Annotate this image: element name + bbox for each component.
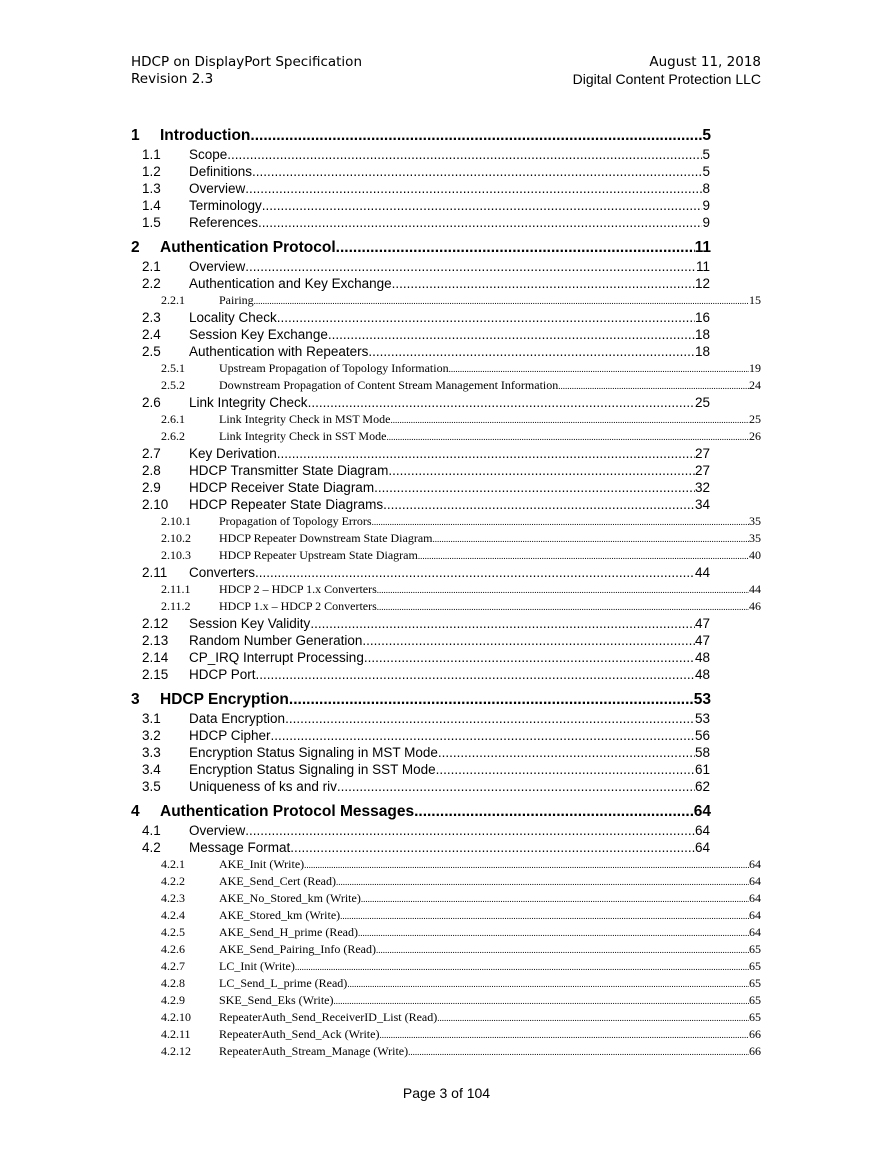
toc-page-number: 64	[749, 874, 761, 888]
toc-entry-2-7[interactable]	[142, 444, 710, 461]
toc-leader-dots	[304, 857, 749, 872]
toc-leader-dots	[558, 378, 749, 393]
toc-number: 2.10.1	[161, 514, 191, 528]
toc-entry-2-10-3[interactable]	[161, 546, 761, 563]
toc-number: 1	[131, 127, 140, 144]
toc-entry-3[interactable]	[131, 691, 711, 709]
toc-number: 2.10.3	[161, 548, 191, 562]
toc-title: HDCP 2 – HDCP 1.x Converters	[219, 582, 377, 596]
toc-leader-dots	[390, 412, 749, 427]
toc-leader-dots	[308, 395, 695, 410]
toc-title: Random Number Generation	[189, 633, 363, 648]
toc-page-number: 64	[749, 891, 761, 905]
toc-page-number: 35	[749, 531, 761, 545]
toc-leader-dots	[414, 803, 694, 821]
toc-title: RepeaterAuth_Stream_Manage (Write)	[219, 1044, 409, 1058]
toc-title: Authentication Protocol Messages	[160, 803, 415, 820]
toc-page-number: 61	[694, 762, 710, 777]
toc-page-number: 27	[694, 446, 710, 461]
toc-leader-dots	[438, 745, 695, 760]
toc-leader-dots	[334, 993, 750, 1008]
toc-number: 2.2.1	[161, 293, 185, 307]
toc-leader-dots	[418, 548, 749, 563]
toc-entry-2-3[interactable]	[142, 308, 710, 325]
toc-title: LC_Init (Write)	[219, 959, 295, 973]
toc-title: HDCP 1.x – HDCP 2 Converters	[219, 599, 377, 613]
toc-entry-4-2-10[interactable]	[161, 1008, 761, 1025]
toc-entry-4-2-4[interactable]	[161, 906, 761, 923]
toc-page-number: 64	[694, 840, 710, 855]
toc-title: Authentication and Key Exchange	[189, 276, 392, 291]
toc-title: HDCP Repeater Upstream State Diagram	[219, 548, 418, 562]
toc-leader-dots	[310, 616, 695, 631]
toc-title: Introduction	[160, 127, 251, 144]
toc-number: 2.13	[142, 633, 169, 648]
toc-entry-4-2-1[interactable]	[161, 855, 761, 872]
toc-number: 2.11	[142, 565, 168, 580]
toc-entry-2-2[interactable]	[142, 274, 710, 291]
toc-leader-dots	[383, 497, 695, 512]
toc-page-number: 26	[749, 429, 761, 443]
toc-entry-4-2-2[interactable]	[161, 872, 761, 889]
toc-number: 4.2.5	[161, 925, 185, 939]
toc-title: Overview	[189, 181, 246, 196]
toc-page-number: 46	[749, 599, 761, 613]
toc-leader-dots	[372, 514, 749, 529]
toc-leader-dots	[377, 582, 749, 597]
toc-entry-3-1[interactable]	[142, 709, 710, 726]
toc-leader-dots	[436, 762, 695, 777]
toc-title: Key Derivation	[189, 446, 277, 461]
toc-leader-dots	[408, 1044, 749, 1059]
toc-page-number: 27	[694, 463, 710, 478]
toc-leader-dots	[295, 959, 749, 974]
toc-page-number: 62	[694, 779, 710, 794]
toc-leader-dots	[245, 823, 695, 838]
toc-number: 2.15	[142, 667, 169, 682]
toc-title: Message Format	[189, 840, 291, 855]
toc-number: 4.2.10	[161, 1010, 191, 1024]
toc-page-number: 18	[694, 327, 710, 342]
toc-title: HDCP Receiver State Diagram	[189, 480, 375, 495]
toc-number: 2.11.1	[161, 582, 191, 596]
toc-number: 1.1	[142, 147, 161, 162]
toc-title: HDCP Cipher	[189, 728, 271, 743]
toc-number: 2.6	[142, 395, 161, 410]
toc-title: AKE_No_Stored_km (Write)	[219, 891, 361, 905]
toc-page-number: 9	[702, 215, 710, 230]
toc-leader-dots	[254, 293, 749, 308]
toc-leader-dots	[376, 942, 749, 957]
toc-entry-2-14[interactable]	[142, 648, 710, 665]
toc-title: Terminology	[189, 198, 262, 213]
toc-entry-1-3[interactable]	[142, 179, 710, 196]
toc-leader-dots	[347, 976, 749, 991]
page-number: Page 3 of 104	[402, 1085, 491, 1101]
toc-entry-3-2[interactable]	[142, 726, 710, 743]
toc-entry-2-12[interactable]	[142, 614, 710, 631]
toc-entry-4-2-6[interactable]	[161, 940, 761, 957]
toc-leader-dots	[252, 164, 702, 179]
toc-leader-dots	[368, 344, 695, 359]
toc-number: 2.6.1	[161, 412, 185, 426]
toc-entry-2-8[interactable]	[142, 461, 710, 478]
toc-title: AKE_Send_H_prime (Read)	[219, 925, 358, 939]
toc-title: Overview	[189, 823, 246, 838]
toc-page-number: 64	[749, 908, 761, 922]
toc-page-number: 64	[694, 823, 710, 838]
toc-entry-2-4[interactable]	[142, 325, 710, 342]
toc-title: CP_IRQ Interrupt Processing	[189, 650, 364, 665]
toc-leader-dots	[336, 239, 695, 257]
toc-entry-1-2[interactable]	[142, 162, 710, 179]
toc-page-number: 32	[694, 480, 710, 495]
toc-entry-4-2-11[interactable]	[161, 1025, 761, 1042]
toc-number: 4.2.7	[161, 959, 185, 973]
toc-number: 2.10.2	[161, 531, 191, 545]
toc-title: Encryption Status Signaling in SST Mode	[189, 762, 436, 777]
toc-leader-dots	[361, 891, 749, 906]
toc-number: 1.2	[142, 164, 161, 179]
toc-page-number: 11	[695, 259, 710, 274]
toc-title: HDCP Port	[189, 667, 256, 682]
toc-page-number: 53	[694, 711, 710, 726]
toc-page-number: 25	[749, 412, 761, 426]
toc-title: Authentication Protocol	[160, 239, 336, 256]
toc-entry-3-5[interactable]	[142, 777, 710, 794]
toc-entry-4-2-3[interactable]	[161, 889, 761, 906]
toc-number: 2	[131, 239, 140, 256]
toc-page-number: 16	[694, 310, 710, 325]
toc-entry-2-5-1[interactable]	[161, 359, 761, 376]
toc-page-number: 18	[694, 344, 710, 359]
toc-leader-dots	[256, 667, 695, 682]
toc-leader-dots	[362, 633, 695, 648]
toc-title: Data Encryption	[189, 711, 286, 726]
toc-page-number: 56	[694, 728, 710, 743]
toc-entry-2-1[interactable]	[142, 257, 710, 274]
toc-title: Converters	[189, 565, 256, 580]
toc-entry-2-6-1[interactable]	[161, 410, 761, 427]
toc-page-number: 35	[749, 514, 761, 528]
toc-title: Session Key Validity	[189, 616, 311, 631]
toc-number: 4.2	[142, 840, 161, 855]
toc-title: Authentication with Repeaters	[189, 344, 369, 359]
toc-page-number: 48	[694, 667, 710, 682]
toc-title: AKE_Send_Pairing_Info (Read)	[219, 942, 376, 956]
toc-leader-dots	[245, 181, 702, 196]
toc-entry-2-6[interactable]	[142, 393, 710, 410]
toc-title: Encryption Status Signaling in MST Mode	[189, 745, 438, 760]
toc-entry-1-4[interactable]	[142, 196, 710, 213]
toc-page-number: 11	[694, 239, 711, 256]
toc-page-number: 5	[702, 147, 710, 162]
toc-entry-4-2-12[interactable]	[161, 1042, 761, 1059]
toc-number: 2.14	[142, 650, 169, 665]
toc-number: 4.2.3	[161, 891, 185, 905]
toc-leader-dots	[388, 463, 695, 478]
toc-leader-dots	[377, 599, 749, 614]
toc-leader-dots	[328, 327, 695, 342]
toc-title: HDCP Transmitter State Diagram	[189, 463, 389, 478]
toc-entry-2-5[interactable]	[142, 342, 710, 359]
toc-title: Downstream Propagation of Content Stream Management Information	[219, 378, 559, 392]
toc-entry-2-9[interactable]	[142, 478, 710, 495]
toc-number: 3.5	[142, 779, 161, 794]
toc-entry-2-11-1[interactable]	[161, 580, 761, 597]
toc-title: Upstream Propagation of Topology Information	[219, 361, 449, 375]
toc-leader-dots	[277, 310, 695, 325]
toc-number: 4	[131, 803, 140, 820]
toc-leader-dots	[336, 874, 749, 889]
toc-entry-1-1[interactable]	[142, 145, 710, 162]
toc-number: 2.3	[142, 310, 161, 325]
toc-page-number: 40	[749, 548, 761, 562]
toc-leader-dots	[262, 198, 703, 213]
toc-number: 4.2.2	[161, 874, 185, 888]
toc-entry-2-11[interactable]	[142, 563, 710, 580]
toc-number: 2.5.2	[161, 378, 185, 392]
toc-entry-2[interactable]	[131, 239, 711, 257]
toc-page-number: 66	[749, 1044, 761, 1058]
toc-number: 2.6.2	[161, 429, 185, 443]
toc-page-number: 48	[694, 650, 710, 665]
toc-leader-dots	[277, 446, 695, 461]
toc-number: 3	[131, 691, 140, 708]
toc-number: 2.7	[142, 446, 161, 461]
toc-entry-4-2[interactable]	[142, 838, 710, 855]
toc-leader-dots	[386, 429, 749, 444]
toc-leader-dots	[337, 779, 695, 794]
toc-page-number: 34	[694, 497, 710, 512]
toc-number: 1.5	[142, 215, 161, 230]
toc-number: 3.3	[142, 745, 161, 760]
toc-title: References	[189, 215, 259, 230]
toc-page-number: 19	[749, 361, 761, 375]
toc-number: 4.2.9	[161, 993, 185, 1007]
toc-entry-1[interactable]	[131, 127, 711, 145]
toc-leader-dots	[285, 711, 695, 726]
toc-entry-2-10-2[interactable]	[161, 529, 761, 546]
document-title: HDCP on DisplayPort Specification	[131, 54, 363, 70]
toc-title: RepeaterAuth_Send_Ack (Write)	[219, 1027, 380, 1041]
toc-page-number: 64	[749, 857, 761, 871]
organization-name: Digital Content Protection LLC	[572, 71, 761, 87]
toc-page-number: 53	[693, 691, 711, 708]
toc-page-number: 44	[694, 565, 710, 580]
toc-number: 4.2.6	[161, 942, 185, 956]
toc-title: AKE_Init (Write)	[219, 857, 305, 871]
toc-entry-2-10[interactable]	[142, 495, 710, 512]
toc-page-number: 24	[749, 378, 761, 392]
toc-number: 2.8	[142, 463, 161, 478]
toc-title: AKE_Send_Cert (Read)	[219, 874, 336, 888]
toc-entry-2-10-1[interactable]	[161, 512, 761, 529]
toc-page-number: 47	[694, 616, 710, 631]
toc-number: 4.2.12	[161, 1044, 191, 1058]
toc-entry-2-5-2[interactable]	[161, 376, 761, 393]
toc-entry-2-13[interactable]	[142, 631, 710, 648]
toc-number: 2.11.2	[161, 599, 191, 613]
toc-title: Link Integrity Check	[189, 395, 308, 410]
toc-leader-dots	[358, 925, 749, 940]
toc-page-number: 9	[702, 198, 710, 213]
toc-leader-dots	[379, 1027, 749, 1042]
toc-entry-4-2-5[interactable]	[161, 923, 761, 940]
toc-title: RepeaterAuth_Send_ReceiverID_List (Read)	[219, 1010, 438, 1024]
toc-leader-dots	[258, 215, 702, 230]
toc-number: 4.2.1	[161, 857, 185, 871]
toc-number: 2.5	[142, 344, 161, 359]
toc-title: Propagation of Topology Errors	[219, 514, 372, 528]
toc-title: Definitions	[189, 164, 253, 179]
toc-entry-4-2-9[interactable]	[161, 991, 761, 1008]
toc-title: Scope	[189, 147, 228, 162]
toc-number: 4.2.4	[161, 908, 185, 922]
toc-leader-dots	[255, 565, 695, 580]
toc-number: 4.2.8	[161, 976, 185, 990]
toc-title: Link Integrity Check in SST Mode	[219, 429, 387, 443]
toc-page-number: 65	[749, 942, 761, 956]
toc-entry-3-3[interactable]	[142, 743, 710, 760]
toc-number: 4.2.11	[161, 1027, 191, 1041]
toc-page-number: 65	[749, 993, 761, 1007]
toc-number: 3.4	[142, 762, 161, 777]
toc-page-number: 64	[749, 925, 761, 939]
toc-page-number: 15	[749, 293, 761, 307]
toc-number: 1.3	[142, 181, 161, 196]
toc-page-number: 5	[702, 127, 711, 144]
toc-page-number: 65	[749, 959, 761, 973]
toc-entry-2-2-1[interactable]	[161, 291, 761, 308]
toc-number: 2.10	[142, 497, 169, 512]
toc-entry-2-11-2[interactable]	[161, 597, 761, 614]
toc-entry-4[interactable]	[131, 803, 711, 821]
toc-number: 2.4	[142, 327, 161, 342]
toc-entry-1-5[interactable]	[142, 213, 710, 230]
toc-entry-3-4[interactable]	[142, 760, 710, 777]
toc-number: 1.4	[142, 198, 161, 213]
toc-title: Overview	[189, 259, 246, 274]
toc-title: SKE_Send_Eks (Write)	[219, 993, 334, 1007]
toc-leader-dots	[271, 728, 695, 743]
toc-number: 3.2	[142, 728, 161, 743]
toc-number: 2.12	[142, 616, 169, 631]
toc-leader-dots	[250, 127, 702, 145]
toc-title: AKE_Stored_km (Write)	[219, 908, 341, 922]
toc-page-number: 58	[694, 745, 710, 760]
toc-title: HDCP Repeater Downstream State Diagram	[219, 531, 433, 545]
toc-page-number: 8	[702, 181, 710, 196]
toc-entry-4-2-8[interactable]	[161, 974, 761, 991]
toc-leader-dots	[437, 1010, 749, 1025]
toc-leader-dots	[245, 259, 696, 274]
toc-leader-dots	[374, 480, 695, 495]
toc-page-number: 44	[749, 582, 761, 596]
toc-title: Link Integrity Check in MST Mode	[219, 412, 391, 426]
toc-page-number: 12	[694, 276, 710, 291]
toc-title: Locality Check	[189, 310, 277, 325]
document-revision: Revision 2.3	[131, 71, 214, 87]
toc-title: HDCP Encryption	[160, 691, 289, 708]
toc-number: 4.1	[142, 823, 161, 838]
toc-page-number: 65	[749, 976, 761, 990]
toc-page-number: 47	[694, 633, 710, 648]
toc-number: 2.1	[142, 259, 161, 274]
toc-title: LC_Send_L_prime (Read)	[219, 976, 348, 990]
toc-leader-dots	[227, 147, 702, 162]
toc-entry-2-6-2[interactable]	[161, 427, 761, 444]
toc-number: 3.1	[142, 711, 161, 726]
toc-number: 2.2	[142, 276, 161, 291]
toc-leader-dots	[364, 650, 695, 665]
toc-title: Pairing	[219, 293, 254, 307]
toc-page-number: 66	[749, 1027, 761, 1041]
toc-leader-dots	[449, 361, 749, 376]
toc-title: Uniqueness of ks and riv	[189, 779, 337, 794]
toc-entry-2-15[interactable]	[142, 665, 710, 682]
toc-leader-dots	[290, 840, 695, 855]
toc-number: 2.9	[142, 480, 161, 495]
document-date: August 11, 2018	[649, 54, 761, 70]
toc-entry-4-1[interactable]	[142, 821, 710, 838]
toc-leader-dots	[433, 531, 750, 546]
toc-page-number: 64	[693, 803, 711, 820]
toc-leader-dots	[289, 691, 694, 709]
toc-leader-dots	[340, 908, 749, 923]
toc-title: HDCP Repeater State Diagrams	[189, 497, 384, 512]
toc-leader-dots	[392, 276, 695, 291]
toc-page-number: 5	[702, 164, 710, 179]
toc-entry-4-2-7[interactable]	[161, 957, 761, 974]
toc-title: Session Key Exchange	[189, 327, 328, 342]
toc-page-number: 25	[694, 395, 710, 410]
toc-page-number: 65	[749, 1010, 761, 1024]
toc-number: 2.5.1	[161, 361, 185, 375]
